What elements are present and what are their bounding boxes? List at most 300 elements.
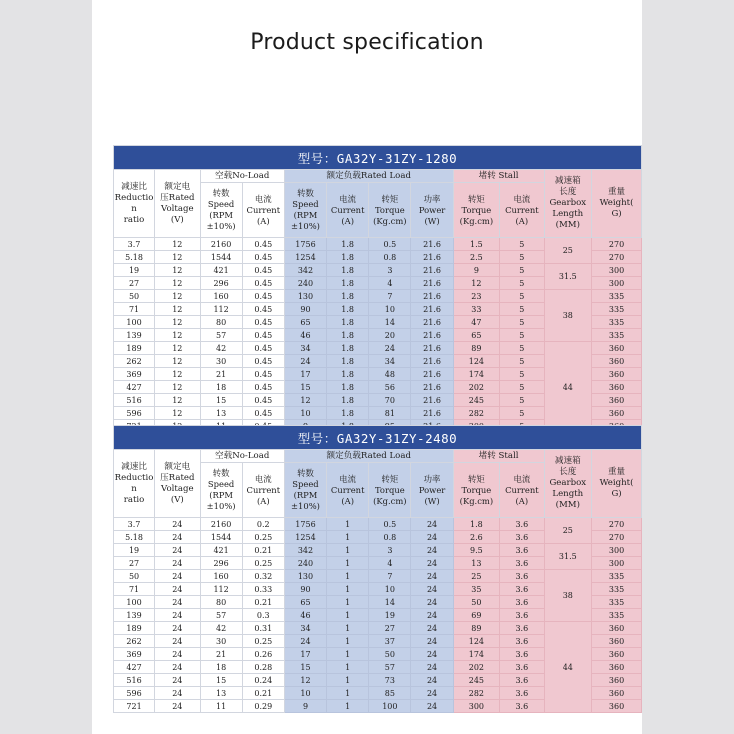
table-cell: 262 <box>114 355 155 368</box>
table-cell: 3.6 <box>500 648 544 661</box>
table-cell: 516 <box>114 674 155 687</box>
weight-cell: 270 <box>592 251 642 264</box>
table-cell: 369 <box>114 368 155 381</box>
table-cell: 3.6 <box>500 674 544 687</box>
weight-cell: 335 <box>592 329 642 342</box>
table-cell: 202 <box>453 381 500 394</box>
table-cell: 34 <box>284 622 326 635</box>
weight-cell: 335 <box>592 596 642 609</box>
table-cell: 596 <box>114 407 155 420</box>
table-cell: 9.5 <box>453 544 500 557</box>
table-cell: 3.6 <box>500 687 544 700</box>
table-cell: 12 <box>155 303 200 316</box>
weight-cell: 360 <box>592 661 642 674</box>
weight-cell: 300 <box>592 544 642 557</box>
table-cell: 24 <box>155 570 200 583</box>
table-cell: 24 <box>155 622 200 635</box>
table-cell: 12 <box>284 674 326 687</box>
table-cell: 0.25 <box>242 531 284 544</box>
table-cell: 20 <box>369 329 411 342</box>
table-cell: 24 <box>155 583 200 596</box>
table-cell: 80 <box>200 316 242 329</box>
table-cell: 3.6 <box>500 570 544 583</box>
table-cell: 21.6 <box>411 342 453 355</box>
weight-cell: 270 <box>592 531 642 544</box>
table-cell: 21.6 <box>411 251 453 264</box>
table-cell: 4 <box>369 277 411 290</box>
table-cell: 46 <box>284 329 326 342</box>
table-cell: 24 <box>411 583 453 596</box>
header-no-load: 空载No-Load <box>200 450 284 463</box>
table-cell: 10 <box>369 303 411 316</box>
table-cell: 7 <box>369 290 411 303</box>
table-cell: 100 <box>369 700 411 713</box>
table-cell: 30 <box>200 355 242 368</box>
table-cell: 21.6 <box>411 290 453 303</box>
table-cell: 71 <box>114 303 155 316</box>
model-title: 型号：GA32Y-31ZY-2480 <box>114 426 642 450</box>
table-cell: 24 <box>155 687 200 700</box>
table-cell: 1.8 <box>327 394 369 407</box>
table-cell: 15 <box>200 674 242 687</box>
table-cell: 1.8 <box>327 290 369 303</box>
table-cell: 1 <box>327 635 369 648</box>
table-cell: 89 <box>453 622 500 635</box>
table-cell: 3.6 <box>500 583 544 596</box>
table-cell: 24 <box>411 544 453 557</box>
table-cell: 65 <box>284 596 326 609</box>
table-cell: 112 <box>200 583 242 596</box>
table-cell: 1 <box>327 596 369 609</box>
table-cell: 0.31 <box>242 622 284 635</box>
table-cell: 2.5 <box>453 251 500 264</box>
table-cell: 3 <box>369 544 411 557</box>
table-cell: 1 <box>327 687 369 700</box>
table-cell: 70 <box>369 394 411 407</box>
table-cell: 0.21 <box>242 687 284 700</box>
header-stall: 堵转 Stall <box>453 450 544 463</box>
table-cell: 5.18 <box>114 531 155 544</box>
header-stall-current: 电流 Current (A) <box>500 183 544 238</box>
table-cell: 5 <box>500 381 544 394</box>
table-cell: 0.45 <box>242 394 284 407</box>
table-cell: 21.6 <box>411 277 453 290</box>
table-cell: 1 <box>327 518 369 531</box>
table-cell: 50 <box>114 290 155 303</box>
table-cell: 1 <box>327 557 369 570</box>
weight-cell: 360 <box>592 381 642 394</box>
table-cell: 1 <box>327 661 369 674</box>
weight-cell: 360 <box>592 368 642 381</box>
weight-cell: 360 <box>592 648 642 661</box>
table-cell: 189 <box>114 622 155 635</box>
table-cell: 1 <box>327 531 369 544</box>
weight-cell: 335 <box>592 290 642 303</box>
table-cell: 21.6 <box>411 238 453 251</box>
gearbox-length-cell: 38 <box>544 290 592 342</box>
weight-cell: 360 <box>592 342 642 355</box>
table-cell: 4 <box>369 557 411 570</box>
table-cell: 65 <box>453 329 500 342</box>
header-no-load: 空载No-Load <box>200 170 284 183</box>
header-reduction-ratio: 减速比 Reductio n ratio <box>114 170 155 238</box>
header-rated-speed: 转数 Speed (RPM ±10%) <box>284 463 326 518</box>
table-cell: 73 <box>369 674 411 687</box>
table-cell: 19 <box>114 544 155 557</box>
table-cell: 0.5 <box>369 518 411 531</box>
table-cell: 1.8 <box>327 238 369 251</box>
weight-cell: 360 <box>592 355 642 368</box>
table-cell: 10 <box>369 583 411 596</box>
table-cell: 21.6 <box>411 316 453 329</box>
table-cell: 202 <box>453 661 500 674</box>
table-cell: 89 <box>453 342 500 355</box>
table-cell: 1.8 <box>327 277 369 290</box>
table-cell: 24 <box>411 635 453 648</box>
table-cell: 0.45 <box>242 277 284 290</box>
table-cell: 18 <box>200 381 242 394</box>
table-cell: 160 <box>200 570 242 583</box>
table-cell: 3.6 <box>500 544 544 557</box>
table-cell: 1 <box>327 622 369 635</box>
header-rated-load: 额定负载Rated Load <box>284 170 453 183</box>
table-cell: 130 <box>284 290 326 303</box>
table-cell: 0.25 <box>242 557 284 570</box>
table-cell: 24 <box>411 687 453 700</box>
table-cell: 24 <box>411 557 453 570</box>
table-cell: 10 <box>284 687 326 700</box>
table-cell: 12 <box>155 368 200 381</box>
table-cell: 240 <box>284 277 326 290</box>
table-cell: 19 <box>114 264 155 277</box>
table-cell: 0.21 <box>242 544 284 557</box>
table-cell: 1.8 <box>327 251 369 264</box>
table-cell: 12 <box>155 355 200 368</box>
table-cell: 23 <box>453 290 500 303</box>
table-cell: 34 <box>369 355 411 368</box>
table-cell: 27 <box>369 622 411 635</box>
table-row <box>114 622 642 635</box>
table-cell: 24 <box>411 596 453 609</box>
table-cell: 24 <box>284 635 326 648</box>
table-cell: 1 <box>327 674 369 687</box>
table-cell: 0.45 <box>242 316 284 329</box>
table-row <box>114 342 642 355</box>
weight-cell: 360 <box>592 407 642 420</box>
table-cell: 369 <box>114 648 155 661</box>
table-cell: 90 <box>284 583 326 596</box>
header-power: 功率 Power (W) <box>411 463 453 518</box>
gearbox-length-cell: 25 <box>544 238 592 264</box>
table-cell: 27 <box>114 557 155 570</box>
table-cell: 9 <box>284 700 326 713</box>
table-cell: 13 <box>200 687 242 700</box>
gearbox-length-cell: 31.5 <box>544 544 592 570</box>
table-cell: 24 <box>155 596 200 609</box>
table-cell: 71 <box>114 583 155 596</box>
weight-cell: 300 <box>592 264 642 277</box>
header-stall-torque: 转矩 Torque (Kg.cm) <box>453 183 500 238</box>
table-cell: 0.8 <box>369 251 411 264</box>
table-cell: 1.8 <box>327 316 369 329</box>
table-cell: 35 <box>453 583 500 596</box>
table-cell: 3.6 <box>500 557 544 570</box>
model-title: 型号：GA32Y-31ZY-1280 <box>114 146 642 170</box>
gearbox-length-cell: 25 <box>544 518 592 544</box>
table-cell: 21.6 <box>411 303 453 316</box>
table-cell: 0.33 <box>242 583 284 596</box>
table-cell: 139 <box>114 329 155 342</box>
table-cell: 1.8 <box>327 329 369 342</box>
table-cell: 17 <box>284 368 326 381</box>
table-cell: 1254 <box>284 531 326 544</box>
table-cell: 516 <box>114 394 155 407</box>
table-cell: 5 <box>500 368 544 381</box>
table-cell: 24 <box>155 674 200 687</box>
table-cell: 1254 <box>284 251 326 264</box>
table-cell: 42 <box>200 622 242 635</box>
table-cell: 0.28 <box>242 661 284 674</box>
table-cell: 1.8 <box>327 303 369 316</box>
table-cell: 3.6 <box>500 518 544 531</box>
table-cell: 1.8 <box>453 518 500 531</box>
table-cell: 50 <box>453 596 500 609</box>
table-cell: 13 <box>453 557 500 570</box>
table-cell: 130 <box>284 570 326 583</box>
table-cell: 11 <box>200 700 242 713</box>
table-cell: 721 <box>114 700 155 713</box>
table-cell: 12 <box>155 329 200 342</box>
gearbox-length-cell: 31.5 <box>544 264 592 290</box>
table-cell: 189 <box>114 342 155 355</box>
table-row <box>114 290 642 303</box>
table-cell: 0.45 <box>242 290 284 303</box>
table-cell: 24 <box>155 557 200 570</box>
weight-cell: 335 <box>592 570 642 583</box>
table-cell: 15 <box>200 394 242 407</box>
table-cell: 1 <box>327 583 369 596</box>
table-cell: 5 <box>500 277 544 290</box>
header-stall: 堵转 Stall <box>453 170 544 183</box>
table-cell: 24 <box>369 342 411 355</box>
table-cell: 174 <box>453 648 500 661</box>
header-no-load-current: 电流 Current (A) <box>242 183 284 238</box>
table-cell: 245 <box>453 394 500 407</box>
table-cell: 85 <box>369 687 411 700</box>
weight-cell: 335 <box>592 303 642 316</box>
table-cell: 24 <box>155 648 200 661</box>
table-cell: 1.8 <box>327 407 369 420</box>
table-cell: 0.45 <box>242 251 284 264</box>
header-stall-torque: 转矩 Torque (Kg.cm) <box>453 463 500 518</box>
table-cell: 427 <box>114 381 155 394</box>
table-cell: 21.6 <box>411 368 453 381</box>
table-cell: 30 <box>200 635 242 648</box>
header-rated-load: 额定负载Rated Load <box>284 450 453 463</box>
table-cell: 262 <box>114 635 155 648</box>
header-rated-speed: 转数 Speed (RPM ±10%) <box>284 183 326 238</box>
table-row <box>114 518 642 531</box>
table-cell: 1 <box>327 570 369 583</box>
table-cell: 15 <box>284 661 326 674</box>
weight-cell: 360 <box>592 622 642 635</box>
table-cell: 17 <box>284 648 326 661</box>
header-rated-torque: 转矩 Torque (Kg.cm) <box>369 183 411 238</box>
table-cell: 1 <box>327 544 369 557</box>
table-cell: 12 <box>155 316 200 329</box>
table-cell: 57 <box>369 661 411 674</box>
table-cell: 12 <box>155 407 200 420</box>
table-cell: 5 <box>500 251 544 264</box>
weight-cell: 270 <box>592 238 642 251</box>
header-rated-voltage: 额定电 压Rated Voltage (V) <box>155 450 200 518</box>
table-cell: 0.25 <box>242 635 284 648</box>
table-cell: 56 <box>369 381 411 394</box>
table-cell: 1.8 <box>327 355 369 368</box>
table-cell: 81 <box>369 407 411 420</box>
table-cell: 25 <box>453 570 500 583</box>
table-cell: 21.6 <box>411 264 453 277</box>
table-cell: 596 <box>114 687 155 700</box>
table-cell: 282 <box>453 687 500 700</box>
table-cell: 139 <box>114 609 155 622</box>
table-cell: 5 <box>500 264 544 277</box>
table-cell: 0.45 <box>242 355 284 368</box>
table-cell: 21 <box>200 648 242 661</box>
table-cell: 174 <box>453 368 500 381</box>
table-cell: 0.5 <box>369 238 411 251</box>
table-row <box>114 238 642 251</box>
header-no-load-current: 电流 Current (A) <box>242 463 284 518</box>
header-rated-voltage: 额定电 压Rated Voltage (V) <box>155 170 200 238</box>
table-cell: 14 <box>369 316 411 329</box>
table-cell: 24 <box>284 355 326 368</box>
header-weight: 重量 Weight( G) <box>592 450 642 518</box>
header-stall-current: 电流 Current (A) <box>500 463 544 518</box>
table-cell: 5 <box>500 303 544 316</box>
gearbox-length-cell: 44 <box>544 622 592 713</box>
table-cell: 3.6 <box>500 596 544 609</box>
table-row <box>114 544 642 557</box>
table-cell: 3.6 <box>500 609 544 622</box>
header-power: 功率 Power (W) <box>411 183 453 238</box>
table-cell: 50 <box>369 648 411 661</box>
table-cell: 21.6 <box>411 329 453 342</box>
spec-table-block-1 <box>113 145 642 433</box>
table-cell: 19 <box>369 609 411 622</box>
table-cell: 5 <box>500 407 544 420</box>
table-cell: 50 <box>114 570 155 583</box>
table-cell: 5 <box>500 290 544 303</box>
weight-cell: 300 <box>592 277 642 290</box>
table-cell: 69 <box>453 609 500 622</box>
table-cell: 5 <box>500 238 544 251</box>
table-cell: 90 <box>284 303 326 316</box>
page-title: Product specification <box>250 30 484 55</box>
weight-cell: 335 <box>592 609 642 622</box>
table-cell: 1.8 <box>327 264 369 277</box>
table-cell: 1.5 <box>453 238 500 251</box>
table-cell: 14 <box>369 596 411 609</box>
table-cell: 0.45 <box>242 342 284 355</box>
weight-cell: 360 <box>592 635 642 648</box>
table-cell: 34 <box>284 342 326 355</box>
table-cell: 24 <box>155 518 200 531</box>
table-cell: 21.6 <box>411 381 453 394</box>
table-cell: 12 <box>155 251 200 264</box>
table-cell: 1756 <box>284 518 326 531</box>
table-cell: 24 <box>155 700 200 713</box>
table-cell: 1 <box>327 609 369 622</box>
table-cell: 300 <box>453 700 500 713</box>
table-cell: 3.6 <box>500 635 544 648</box>
table-cell: 160 <box>200 290 242 303</box>
table-cell: 24 <box>155 531 200 544</box>
table-cell: 296 <box>200 277 242 290</box>
table-cell: 0.45 <box>242 368 284 381</box>
table-cell: 24 <box>411 609 453 622</box>
table-cell: 3.7 <box>114 518 155 531</box>
table-cell: 46 <box>284 609 326 622</box>
table-cell: 0.8 <box>369 531 411 544</box>
table-cell: 13 <box>200 407 242 420</box>
table-cell: 42 <box>200 342 242 355</box>
table-cell: 12 <box>155 264 200 277</box>
table-cell: 24 <box>155 609 200 622</box>
table-cell: 0.45 <box>242 329 284 342</box>
table-cell: 342 <box>284 544 326 557</box>
weight-cell: 270 <box>592 518 642 531</box>
table-cell: 3.6 <box>500 622 544 635</box>
header-weight: 重量 Weight( G) <box>592 170 642 238</box>
gearbox-length-cell: 44 <box>544 342 592 433</box>
header-no-load-speed: 转数 Speed (RPM ±10%) <box>200 183 242 238</box>
table-cell: 0.24 <box>242 674 284 687</box>
table-cell: 1.8 <box>327 342 369 355</box>
table-cell: 1 <box>327 648 369 661</box>
gearbox-length-cell: 38 <box>544 570 592 622</box>
header-rated-current: 电流 Current (A) <box>327 463 369 518</box>
header-gearbox-length: 减速箱 长度 Gearbox Length (MM) <box>544 170 592 238</box>
table-cell: 7 <box>369 570 411 583</box>
table-cell: 10 <box>284 407 326 420</box>
table-cell: 57 <box>200 609 242 622</box>
table-cell: 37 <box>369 635 411 648</box>
table-cell: 24 <box>155 544 200 557</box>
table-cell: 15 <box>284 381 326 394</box>
table-cell: 1544 <box>200 531 242 544</box>
table-cell: 57 <box>200 329 242 342</box>
table-cell: 12 <box>453 277 500 290</box>
table-cell: 240 <box>284 557 326 570</box>
header-reduction-ratio: 减速比 Reductio n ratio <box>114 450 155 518</box>
table-cell: 342 <box>284 264 326 277</box>
table-cell: 124 <box>453 355 500 368</box>
table-cell: 3 <box>369 264 411 277</box>
table-cell: 296 <box>200 557 242 570</box>
table-cell: 5 <box>500 316 544 329</box>
table-cell: 1544 <box>200 251 242 264</box>
table-cell: 21.6 <box>411 355 453 368</box>
table-cell: 0.45 <box>242 238 284 251</box>
table-cell: 80 <box>200 596 242 609</box>
table-cell: 100 <box>114 596 155 609</box>
weight-cell: 335 <box>592 316 642 329</box>
table-cell: 0.32 <box>242 570 284 583</box>
table-cell: 24 <box>411 674 453 687</box>
table-cell: 12 <box>155 342 200 355</box>
table-cell: 12 <box>155 238 200 251</box>
